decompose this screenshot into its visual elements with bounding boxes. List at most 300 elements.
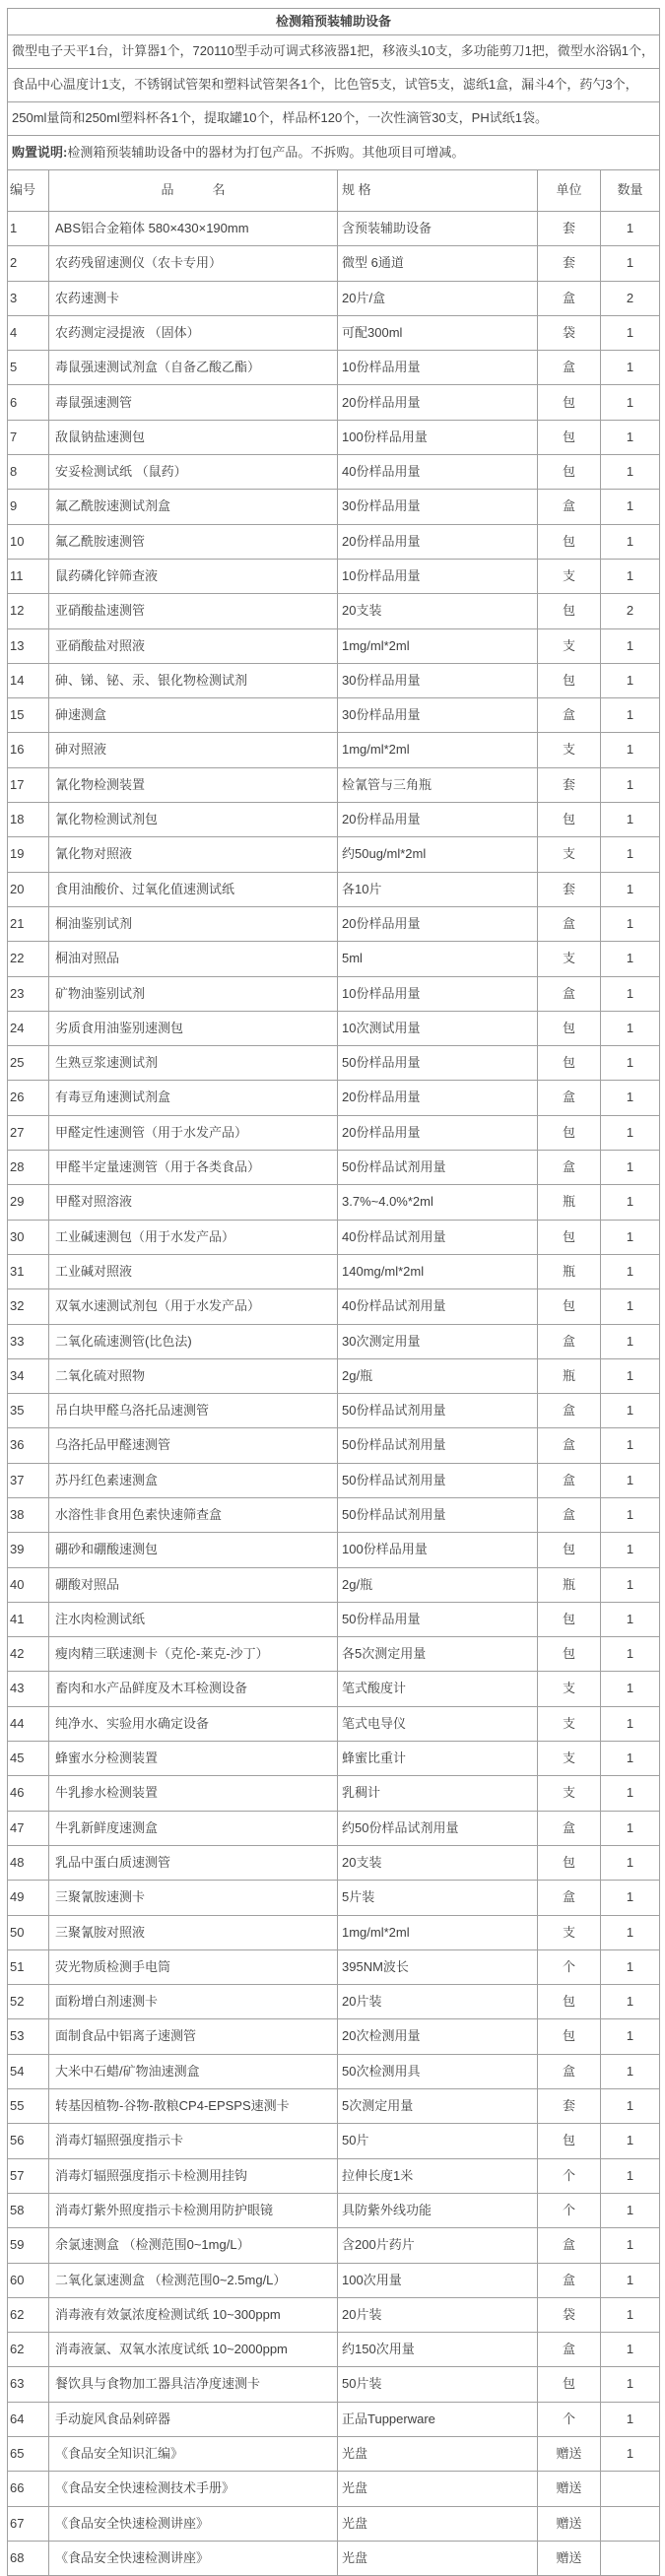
cell-name: 硼酸对照品 xyxy=(49,1567,338,1602)
cell-spec: 10份样品用量 xyxy=(338,976,538,1011)
table-row xyxy=(8,1220,660,1254)
cell-spec: 40份样品试剂用量 xyxy=(338,1289,538,1324)
cell-qty xyxy=(601,2506,660,2541)
title-row xyxy=(8,9,660,35)
table-row xyxy=(8,1463,660,1497)
cell-unit: 包 xyxy=(538,1011,601,1045)
cell-qty: 1 xyxy=(601,1151,660,1185)
cell-spec: 光盘 xyxy=(338,2541,538,2575)
cell-no: 55 xyxy=(8,2089,49,2124)
cell-qty: 1 xyxy=(601,2158,660,2193)
purchase-note-label: 购置说明: xyxy=(12,144,68,160)
intro-row xyxy=(8,69,660,102)
cell-name: 三聚氰胺速测卡 xyxy=(49,1881,338,1915)
cell-unit: 包 xyxy=(538,594,601,628)
cell-name: 鼠药磷化锌筛查液 xyxy=(49,559,338,593)
cell-spec: 光盘 xyxy=(338,2506,538,2541)
table-row xyxy=(8,2124,660,2158)
table-header-row xyxy=(8,170,660,212)
cell-no: 31 xyxy=(8,1254,49,1288)
cell-unit: 赠送 xyxy=(538,2541,601,2575)
cell-no: 42 xyxy=(8,1637,49,1672)
cell-unit: 盒 xyxy=(538,2263,601,2297)
cell-no: 45 xyxy=(8,1742,49,1776)
intro-row xyxy=(8,102,660,136)
cell-qty: 1 xyxy=(601,2193,660,2227)
cell-spec: 100份样品用量 xyxy=(338,1533,538,1567)
cell-no: 66 xyxy=(8,2472,49,2506)
cell-no: 32 xyxy=(8,1289,49,1324)
cell-spec: 乳稠计 xyxy=(338,1776,538,1811)
intro-row xyxy=(8,35,660,69)
cell-name: 注水肉检测试纸 xyxy=(49,1602,338,1636)
table-row xyxy=(8,2333,660,2367)
cell-spec: 30份样品用量 xyxy=(338,490,538,524)
cell-name: 砷、锑、铋、汞、银化物检测试剂 xyxy=(49,663,338,697)
table-row xyxy=(8,1533,660,1567)
cell-qty: 1 xyxy=(601,212,660,246)
cell-qty: 1 xyxy=(601,1776,660,1811)
cell-unit: 支 xyxy=(538,1672,601,1706)
cell-qty: 1 xyxy=(601,1394,660,1428)
cell-spec: 20片/盒 xyxy=(338,281,538,315)
cell-unit: 包 xyxy=(538,1115,601,1150)
cell-unit: 包 xyxy=(538,803,601,837)
purchase-note-row xyxy=(8,136,660,170)
cell-qty: 1 xyxy=(601,2402,660,2436)
cell-qty: 2 xyxy=(601,594,660,628)
cell-no: 14 xyxy=(8,663,49,697)
header-no: 编号 xyxy=(8,170,49,212)
cell-unit: 支 xyxy=(538,837,601,872)
cell-unit: 盒 xyxy=(538,1463,601,1497)
cell-name: 工业碱对照液 xyxy=(49,1254,338,1288)
cell-no: 40 xyxy=(8,1567,49,1602)
table-row xyxy=(8,1915,660,1949)
cell-spec: 10次测试用量 xyxy=(338,1011,538,1045)
cell-spec: 可配300ml xyxy=(338,315,538,350)
cell-spec: 1mg/ml*2ml xyxy=(338,733,538,767)
cell-no: 27 xyxy=(8,1115,49,1150)
cell-no: 18 xyxy=(8,803,49,837)
table-row xyxy=(8,1081,660,1115)
cell-name: 消毒液氯、双氧水浓度试纸 10~2000ppm xyxy=(49,2333,338,2367)
cell-unit: 盒 xyxy=(538,1881,601,1915)
table-row xyxy=(8,1428,660,1463)
cell-qty: 1 xyxy=(601,1602,660,1636)
header-unit: 单位 xyxy=(538,170,601,212)
cell-name: 乳品中蛋白质速测管 xyxy=(49,1845,338,1880)
cell-name: 毒鼠强速测试剂盒（自备乙酸乙酯） xyxy=(49,351,338,385)
table-row xyxy=(8,1949,660,1984)
cell-unit: 包 xyxy=(538,1046,601,1081)
cell-no: 62 xyxy=(8,2297,49,2332)
table-row xyxy=(8,559,660,593)
cell-no: 30 xyxy=(8,1220,49,1254)
table-row xyxy=(8,1776,660,1811)
cell-qty: 1 xyxy=(601,628,660,663)
cell-spec: 20份样品用量 xyxy=(338,1115,538,1150)
cell-no: 26 xyxy=(8,1081,49,1115)
cell-qty: 1 xyxy=(601,420,660,454)
cell-qty: 1 xyxy=(601,2367,660,2402)
table-row xyxy=(8,1811,660,1845)
cell-qty: 1 xyxy=(601,2263,660,2297)
cell-qty: 1 xyxy=(601,2089,660,2124)
cell-unit: 瓶 xyxy=(538,1185,601,1220)
cell-spec: 笔式酸度计 xyxy=(338,1672,538,1706)
table-row xyxy=(8,976,660,1011)
header-qty: 数量 xyxy=(601,170,660,212)
cell-no: 20 xyxy=(8,872,49,906)
cell-name: 《食品安全知识汇编》 xyxy=(49,2437,338,2472)
cell-spec: 光盘 xyxy=(338,2472,538,2506)
cell-no: 11 xyxy=(8,559,49,593)
cell-unit: 盒 xyxy=(538,2333,601,2367)
cell-qty: 1 xyxy=(601,1289,660,1324)
cell-spec: 20份样品用量 xyxy=(338,524,538,559)
table-row xyxy=(8,281,660,315)
cell-spec: 含200片药片 xyxy=(338,2228,538,2263)
table-row xyxy=(8,628,660,663)
cell-name: 面制食品中铝离子速测管 xyxy=(49,2019,338,2054)
table-row xyxy=(8,2228,660,2263)
cell-qty: 1 xyxy=(601,942,660,976)
cell-qty: 1 xyxy=(601,1011,660,1045)
cell-spec: 50次检测用具 xyxy=(338,2054,538,2088)
cell-unit: 支 xyxy=(538,1915,601,1949)
cell-name: 纯净水、实验用水确定设备 xyxy=(49,1706,338,1741)
cell-spec: 50片 xyxy=(338,2124,538,2158)
cell-no: 2 xyxy=(8,246,49,281)
cell-qty: 1 xyxy=(601,1497,660,1532)
cell-spec: 含预装辅助设备 xyxy=(338,212,538,246)
cell-name: 生熟豆浆速测试剂 xyxy=(49,1046,338,1081)
cell-no: 65 xyxy=(8,2437,49,2472)
table-row xyxy=(8,1289,660,1324)
cell-spec: 50份样品用量 xyxy=(338,1046,538,1081)
cell-qty xyxy=(601,2541,660,2575)
cell-no: 43 xyxy=(8,1672,49,1706)
cell-no: 64 xyxy=(8,2402,49,2436)
table-row xyxy=(8,1985,660,2019)
cell-unit: 包 xyxy=(538,1845,601,1880)
cell-name: 敌鼠钠盐速测包 xyxy=(49,420,338,454)
cell-name: 桐油鉴别试剂 xyxy=(49,906,338,941)
table-row xyxy=(8,1046,660,1081)
cell-name: 甲醛对照溶液 xyxy=(49,1185,338,1220)
cell-qty: 1 xyxy=(601,1949,660,1984)
cell-qty: 1 xyxy=(601,1081,660,1115)
cell-spec: 5片装 xyxy=(338,1881,538,1915)
cell-name: 桐油对照品 xyxy=(49,942,338,976)
cell-spec: 拉伸长度1米 xyxy=(338,2158,538,2193)
cell-unit: 支 xyxy=(538,1776,601,1811)
cell-unit: 盒 xyxy=(538,281,601,315)
cell-no: 59 xyxy=(8,2228,49,2263)
cell-no: 39 xyxy=(8,1533,49,1567)
cell-spec: 140mg/ml*2ml xyxy=(338,1254,538,1288)
cell-spec: 20次检测用量 xyxy=(338,2019,538,2054)
table-row xyxy=(8,1011,660,1045)
cell-no: 62 xyxy=(8,2333,49,2367)
cell-name: 矿物油鉴别试剂 xyxy=(49,976,338,1011)
cell-spec: 蜂蜜比重计 xyxy=(338,1742,538,1776)
cell-spec: 正品Tupperware xyxy=(338,2402,538,2436)
table-row xyxy=(8,1115,660,1150)
cell-name: 氟乙酰胺速测管 xyxy=(49,524,338,559)
cell-spec: 30份样品用量 xyxy=(338,663,538,697)
cell-no: 12 xyxy=(8,594,49,628)
cell-name: 荧光物质检测手电筒 xyxy=(49,1949,338,1984)
cell-unit: 袋 xyxy=(538,315,601,350)
table-row xyxy=(8,315,660,350)
table-row xyxy=(8,594,660,628)
cell-unit: 包 xyxy=(538,1985,601,2019)
cell-no: 13 xyxy=(8,628,49,663)
cell-name: 硼砂和硼酸速测包 xyxy=(49,1533,338,1567)
cell-unit: 盒 xyxy=(538,1324,601,1358)
cell-name: 大米中石蜡/矿物油速测盒 xyxy=(49,2054,338,2088)
cell-name: 水溶性非食用色素快速筛查盒 xyxy=(49,1497,338,1532)
table-row xyxy=(8,2089,660,2124)
table-row xyxy=(8,803,660,837)
cell-no: 52 xyxy=(8,1985,49,2019)
cell-qty xyxy=(601,2472,660,2506)
cell-unit: 盒 xyxy=(538,490,601,524)
cell-name: 《食品安全快速检测讲座》 xyxy=(49,2506,338,2541)
cell-no: 15 xyxy=(8,698,49,733)
cell-name: 消毒液有效氯浓度检测试纸 10~300ppm xyxy=(49,2297,338,2332)
table-row xyxy=(8,490,660,524)
cell-no: 36 xyxy=(8,1428,49,1463)
table-row xyxy=(8,663,660,697)
cell-qty: 1 xyxy=(601,733,660,767)
cell-no: 25 xyxy=(8,1046,49,1081)
cell-spec: 30份样品用量 xyxy=(338,698,538,733)
cell-no: 46 xyxy=(8,1776,49,1811)
table-row xyxy=(8,2158,660,2193)
cell-spec: 20支装 xyxy=(338,594,538,628)
cell-name: 牛乳新鲜度速测盒 xyxy=(49,1811,338,1845)
cell-no: 60 xyxy=(8,2263,49,2297)
cell-spec: 20份样品用量 xyxy=(338,803,538,837)
cell-no: 21 xyxy=(8,906,49,941)
table-row xyxy=(8,2193,660,2227)
table-row xyxy=(8,1602,660,1636)
cell-unit: 支 xyxy=(538,1706,601,1741)
cell-qty: 1 xyxy=(601,1324,660,1358)
cell-qty: 1 xyxy=(601,1567,660,1602)
cell-spec: 光盘 xyxy=(338,2437,538,2472)
items-body xyxy=(8,212,660,2576)
cell-spec: 各5次测定用量 xyxy=(338,1637,538,1672)
table-row xyxy=(8,872,660,906)
cell-spec: 10份样品用量 xyxy=(338,351,538,385)
cell-no: 8 xyxy=(8,455,49,490)
cell-unit: 包 xyxy=(538,2019,601,2054)
cell-spec: 100份样品用量 xyxy=(338,420,538,454)
cell-spec: 50份样品试剂用量 xyxy=(338,1394,538,1428)
table-row xyxy=(8,1742,660,1776)
cell-name: 面粉增白剂速测卡 xyxy=(49,1985,338,2019)
cell-unit: 盒 xyxy=(538,1081,601,1115)
cell-name: 消毒灯辐照强度指示卡检测用挂钩 xyxy=(49,2158,338,2193)
table-row xyxy=(8,767,660,802)
cell-name: 苏丹红色素速测盒 xyxy=(49,1463,338,1497)
equipment-table xyxy=(7,8,660,2576)
cell-qty: 1 xyxy=(601,1254,660,1288)
cell-qty: 1 xyxy=(601,663,660,697)
cell-qty: 1 xyxy=(601,698,660,733)
cell-no: 9 xyxy=(8,490,49,524)
cell-qty: 1 xyxy=(601,246,660,281)
cell-no: 44 xyxy=(8,1706,49,1741)
cell-no: 47 xyxy=(8,1811,49,1845)
cell-unit: 套 xyxy=(538,2089,601,2124)
cell-name: 三聚氰胺对照液 xyxy=(49,1915,338,1949)
cell-qty: 1 xyxy=(601,2437,660,2472)
cell-name: 《食品安全快速检测讲座》 xyxy=(49,2541,338,2575)
header-spec: 规 格 xyxy=(338,170,538,212)
cell-qty: 2 xyxy=(601,281,660,315)
cell-spec: 2g/瓶 xyxy=(338,1567,538,1602)
cell-unit: 支 xyxy=(538,559,601,593)
cell-qty: 1 xyxy=(601,1845,660,1880)
cell-unit: 盒 xyxy=(538,906,601,941)
cell-qty: 1 xyxy=(601,1185,660,1220)
cell-unit: 包 xyxy=(538,385,601,420)
header-name: 品 名 xyxy=(49,170,338,212)
cell-no: 48 xyxy=(8,1845,49,1880)
cell-no: 38 xyxy=(8,1497,49,1532)
cell-qty: 1 xyxy=(601,906,660,941)
cell-no: 6 xyxy=(8,385,49,420)
table-row xyxy=(8,1497,660,1532)
cell-name: 吊白块甲醛乌洛托品速测管 xyxy=(49,1394,338,1428)
cell-spec: 50份样品试剂用量 xyxy=(338,1463,538,1497)
cell-no: 53 xyxy=(8,2019,49,2054)
cell-no: 67 xyxy=(8,2506,49,2541)
cell-no: 1 xyxy=(8,212,49,246)
cell-spec: 20份样品用量 xyxy=(338,906,538,941)
cell-qty: 1 xyxy=(601,1220,660,1254)
cell-no: 63 xyxy=(8,2367,49,2402)
cell-qty: 1 xyxy=(601,1881,660,1915)
table-row xyxy=(8,246,660,281)
cell-spec: 具防紫外线功能 xyxy=(338,2193,538,2227)
cell-qty: 1 xyxy=(601,976,660,1011)
cell-qty: 1 xyxy=(601,1533,660,1567)
cell-no: 41 xyxy=(8,1602,49,1636)
cell-unit: 盒 xyxy=(538,1394,601,1428)
cell-name: 氟乙酰胺速测试剂盒 xyxy=(49,490,338,524)
intro-line-2: 食品中心温度计1支，不锈钢试管架和塑料试管架各1个，比色管5支，试管5支，滤纸1盒，漏斗4个，药勺3个， xyxy=(8,69,660,102)
table-row xyxy=(8,906,660,941)
cell-unit: 盒 xyxy=(538,1428,601,1463)
cell-unit: 个 xyxy=(538,1949,601,1984)
cell-name: 手动旋风食品剁碎器 xyxy=(49,2402,338,2436)
cell-name: 安妥检测试纸 （鼠药） xyxy=(49,455,338,490)
cell-name: 牛乳掺水检测装置 xyxy=(49,1776,338,1811)
cell-unit: 赠送 xyxy=(538,2437,601,2472)
table-row xyxy=(8,212,660,246)
cell-name: 乌洛托品甲醛速测管 xyxy=(49,1428,338,1463)
cell-qty: 1 xyxy=(601,2297,660,2332)
cell-qty: 1 xyxy=(601,1428,660,1463)
cell-spec: 50份样品用量 xyxy=(338,1602,538,1636)
cell-spec: 笔式电导仪 xyxy=(338,1706,538,1741)
cell-qty: 1 xyxy=(601,1358,660,1393)
cell-no: 50 xyxy=(8,1915,49,1949)
cell-no: 35 xyxy=(8,1394,49,1428)
cell-qty: 1 xyxy=(601,1046,660,1081)
table-row xyxy=(8,2263,660,2297)
cell-name: 消毒灯辐照强度指示卡 xyxy=(49,2124,338,2158)
cell-unit: 盒 xyxy=(538,698,601,733)
table-row xyxy=(8,1151,660,1185)
cell-spec: 100次用量 xyxy=(338,2263,538,2297)
intro-line-3: 250ml量筒和250ml塑料杯各1个，提取罐10个，样品杯120个，一次性滴管30支，PH试纸1袋。 xyxy=(8,102,660,136)
cell-unit: 套 xyxy=(538,872,601,906)
cell-unit: 袋 xyxy=(538,2297,601,2332)
cell-unit: 个 xyxy=(538,2193,601,2227)
cell-unit: 瓶 xyxy=(538,1358,601,1393)
cell-unit: 包 xyxy=(538,663,601,697)
cell-qty: 1 xyxy=(601,1115,660,1150)
cell-no: 10 xyxy=(8,524,49,559)
cell-qty: 1 xyxy=(601,455,660,490)
cell-name: 瘦肉精三联速测卡（克伦-莱克-沙丁） xyxy=(49,1637,338,1672)
table-row xyxy=(8,2054,660,2088)
cell-no: 4 xyxy=(8,315,49,350)
cell-qty: 1 xyxy=(601,385,660,420)
table-row xyxy=(8,1637,660,1672)
cell-unit: 盒 xyxy=(538,1811,601,1845)
cell-name: 余氯速测盒 （检测范围0~1mg/L） xyxy=(49,2228,338,2263)
table-row xyxy=(8,2541,660,2575)
cell-spec: 约50份样品试剂用量 xyxy=(338,1811,538,1845)
cell-unit: 支 xyxy=(538,628,601,663)
cell-unit: 盒 xyxy=(538,1151,601,1185)
cell-no: 33 xyxy=(8,1324,49,1358)
cell-qty: 1 xyxy=(601,2019,660,2054)
cell-unit: 个 xyxy=(538,2402,601,2436)
cell-unit: 盒 xyxy=(538,1497,601,1532)
cell-qty: 1 xyxy=(601,872,660,906)
purchase-note xyxy=(8,136,660,170)
cell-name: ABS铝合金箱体 580×430×190mm xyxy=(49,212,338,246)
cell-name: 二氧化硫速测管(比色法) xyxy=(49,1324,338,1358)
cell-no: 22 xyxy=(8,942,49,976)
cell-qty: 1 xyxy=(601,837,660,872)
table-row xyxy=(8,942,660,976)
cell-no: 34 xyxy=(8,1358,49,1393)
cell-spec: 50份样品试剂用量 xyxy=(338,1428,538,1463)
cell-qty: 1 xyxy=(601,1672,660,1706)
table-row xyxy=(8,385,660,420)
cell-no: 49 xyxy=(8,1881,49,1915)
cell-spec: 30次测定用量 xyxy=(338,1324,538,1358)
cell-unit: 包 xyxy=(538,1289,601,1324)
cell-unit: 瓶 xyxy=(538,1567,601,1602)
cell-no: 17 xyxy=(8,767,49,802)
cell-qty: 1 xyxy=(601,524,660,559)
cell-qty: 1 xyxy=(601,1637,660,1672)
cell-no: 37 xyxy=(8,1463,49,1497)
cell-unit: 支 xyxy=(538,942,601,976)
cell-name: 甲醛半定量速测管（用于各类食品） xyxy=(49,1151,338,1185)
